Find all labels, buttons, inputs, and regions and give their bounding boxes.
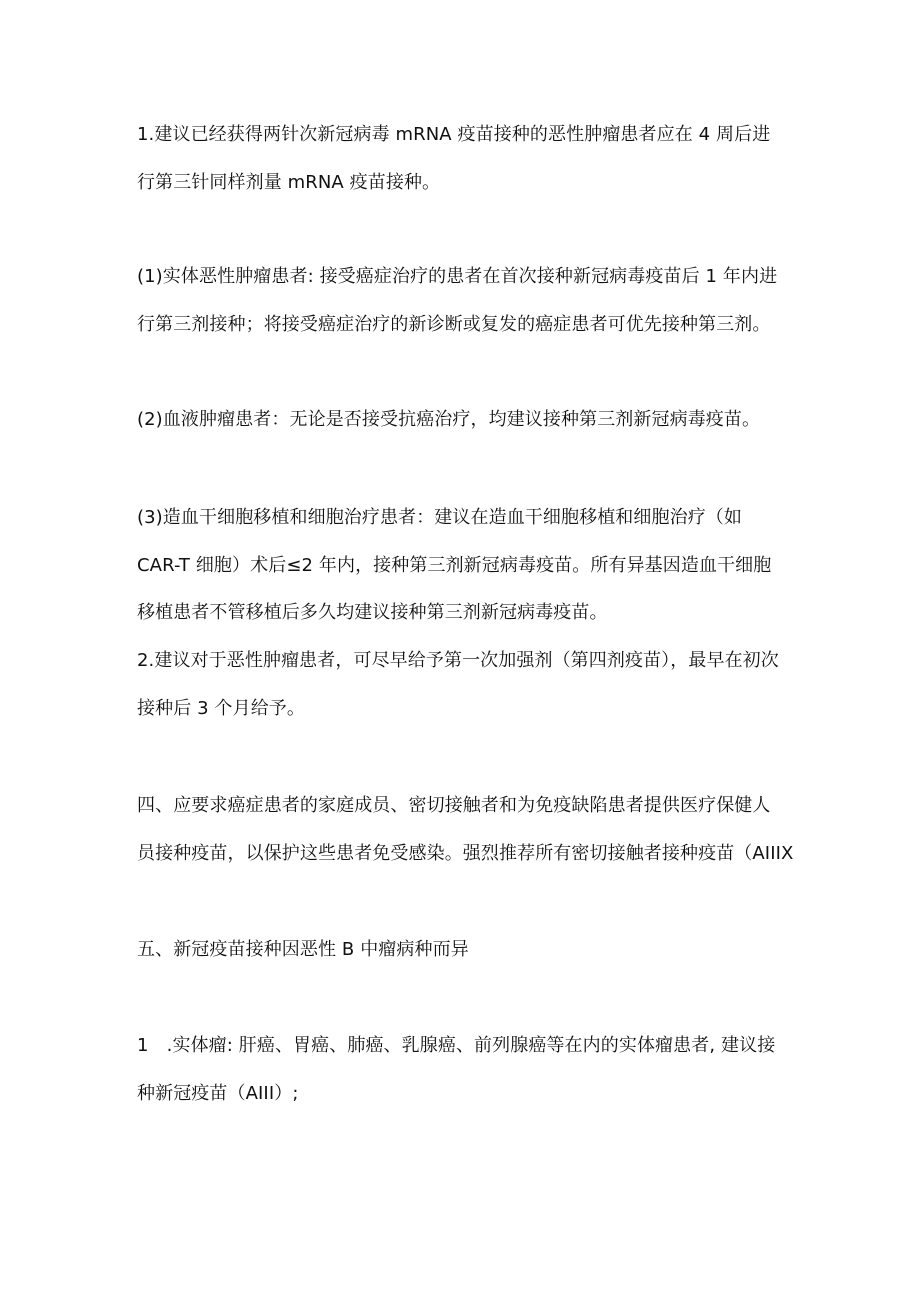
item-3-line-1: (3)造血干细胞移植和细胞治疗患者：建议在造血干细胞移植和细胞治疗（如 — [137, 507, 742, 528]
paragraph-2-line-2: 接种后 3 个月给予。 — [137, 698, 305, 719]
solid-tumor-line-2: 种新冠疫苗（AIII）; — [137, 1083, 299, 1104]
paragraph-1-line-1: 1.建议已经获得两针次新冠病毒 mRNA 疫苗接种的恶性肿瘤患者应在 4 周后进 — [137, 124, 771, 145]
solid-tumor-line-1: 1 .实体瘤: 肝癌、胃癌、肺癌、乳腺癌、前列腺癌等在内的实体瘤患者, 建议接 — [137, 1035, 776, 1056]
section-4-line-1: 四、应要求癌症患者的家庭成员、密切接触者和为免疫缺陷患者提供医疗保健人 — [137, 795, 771, 816]
item-2-line-1: (2)血液肿瘤患者：无论是否接受抗癌治疗，均建议接种第三剂新冠病毒疫苗。 — [137, 409, 761, 430]
paragraph-1-line-2: 行第三针同样剂量 mRNA 疫苗接种。 — [137, 172, 441, 193]
section-4-line-2: 员接种疫苗，以保护这些患者免受感染。强烈推荐所有密切接触者接种疫苗（AIIIX — [137, 843, 794, 864]
section-5-heading: 五、新冠疫苗接种因恶性 B 中瘤病种而异 — [137, 939, 469, 960]
item-3-line-3: 移植患者不管移植后多久均建议接种第三剂新冠病毒疫苗。 — [137, 602, 608, 623]
item-1-line-1: (1)实体恶性肿瘤患者: 接受癌症治疗的患者在首次接种新冠病毒疫苗后 1 年内进 — [137, 266, 778, 287]
item-3-line-2: CAR-T 细胞）术后≤2 年内，接种第三剂新冠病毒疫苗。所有异基因造血干细胞 — [137, 555, 772, 576]
item-1-line-2: 行第三剂接种；将接受癌症治疗的新诊断或复发的癌症患者可优先接种第三剂。 — [137, 314, 771, 335]
paragraph-2-line-1: 2.建议对于恶性肿瘤患者，可尽早给予第一次加强剂（第四剂疫苗），最早在初次 — [137, 650, 779, 671]
